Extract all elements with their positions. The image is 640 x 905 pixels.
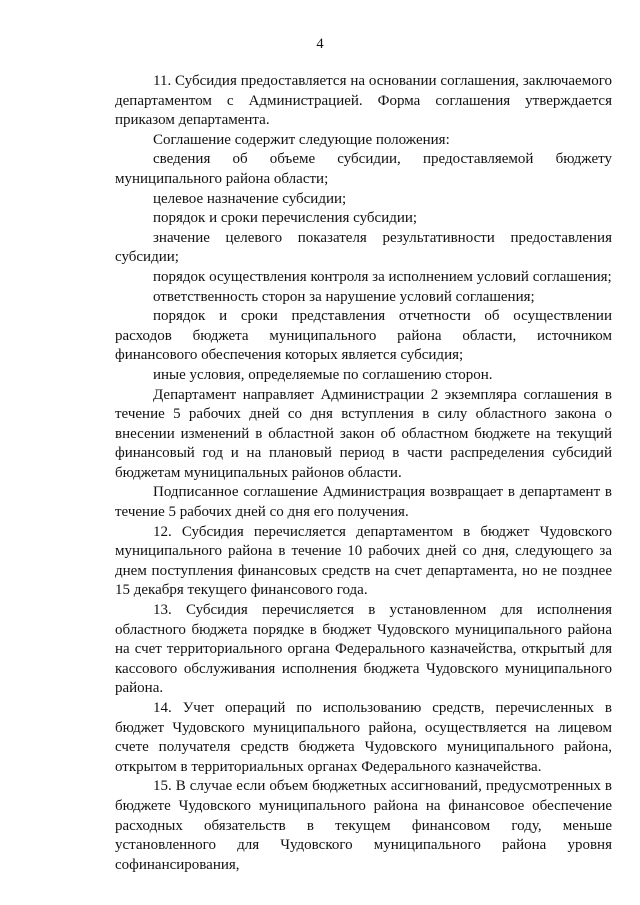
list-item-responsibility: ответственность сторон за нарушение условий соглашения; <box>153 288 535 305</box>
paragraph-12: 12. Субсидия перечисляется департаментом в бюджет Чудовского муниципального района в течение 10 рабочих дней со дня, следующего за днем поступления финансовых средств на счет департамента, но не позднее 15 декабря текущего финансового года. <box>115 523 612 599</box>
paragraph-15: 15. В случае если объем бюджетных ассигнований, предусмотренных в бюджете Чудовского муниципального района на финансовое обеспечение расходных обязательств в текущем финансовом году, меньше установленного для Чудовского муниципального района уровня софинансирования, <box>115 778 612 873</box>
page-number: 4 <box>316 36 324 52</box>
list-item-control: порядок осуществления контроля за исполнением условий соглашения; <box>153 268 612 285</box>
list-item-other-conditions: иные условия, определяемые по соглашению сторон. <box>153 366 493 383</box>
list-item-reporting: порядок и сроки представления отчетности об осуществлении расходов бюджета муниципального района области, источником финансового обеспечения которых является субсидия; <box>115 308 612 364</box>
document-body <box>115 72 612 875</box>
paragraph-14: 14. Учет операций по использованию средств, перечисленных в бюджет Чудовского муниципального района, осуществляется на лицевом счете получателя средств бюджета Чудовского муниципального района, открытом в территориальных органах Федерального казначейства. <box>115 700 612 775</box>
paragraph-agreement-intro: Соглашение содержит следующие положения: <box>153 131 450 148</box>
list-item-subsidy-amount: сведения об объеме субсидии, предоставляемой бюджету муниципального района области; <box>115 151 612 187</box>
list-item-transfer-terms: порядок и сроки перечисления субсидии; <box>153 210 418 227</box>
paragraph-13: 13. Субсидия перечисляется в установленном для исполнения областного бюджета порядке в бюджет Чудовского муниципального района на счет территориального органа Федерального казначейства, открытый для кассового обслуживания исполнения бюджета Чудовского муниципального района. <box>115 602 612 697</box>
paragraph-11: 11. Субсидия предоставляется на основании соглашения, заключаемого департаментом с Администрацией. Форма соглашения утверждается приказом департамента. <box>115 73 612 129</box>
list-item-target-indicator: значение целевого показателя результативности предоставления субсидии; <box>115 229 612 266</box>
list-item-purpose: целевое назначение субсидии; <box>153 190 347 207</box>
paragraph-department-sends: Департамент направляет Администрации 2 экземпляра соглашения в течение 5 рабочих дней со дня вступления в силу областного закона о внесении изменений в областной закон об областном бюджете на текущий финансовый год и на плановый период в части распределения субсидий бюджетам муниципальных районов области. <box>115 386 612 481</box>
paragraph-signed-agreement: Подписанное соглашение Администрация возвращает в департамент в течение 5 рабочих дней со дня его получения. <box>115 484 612 521</box>
